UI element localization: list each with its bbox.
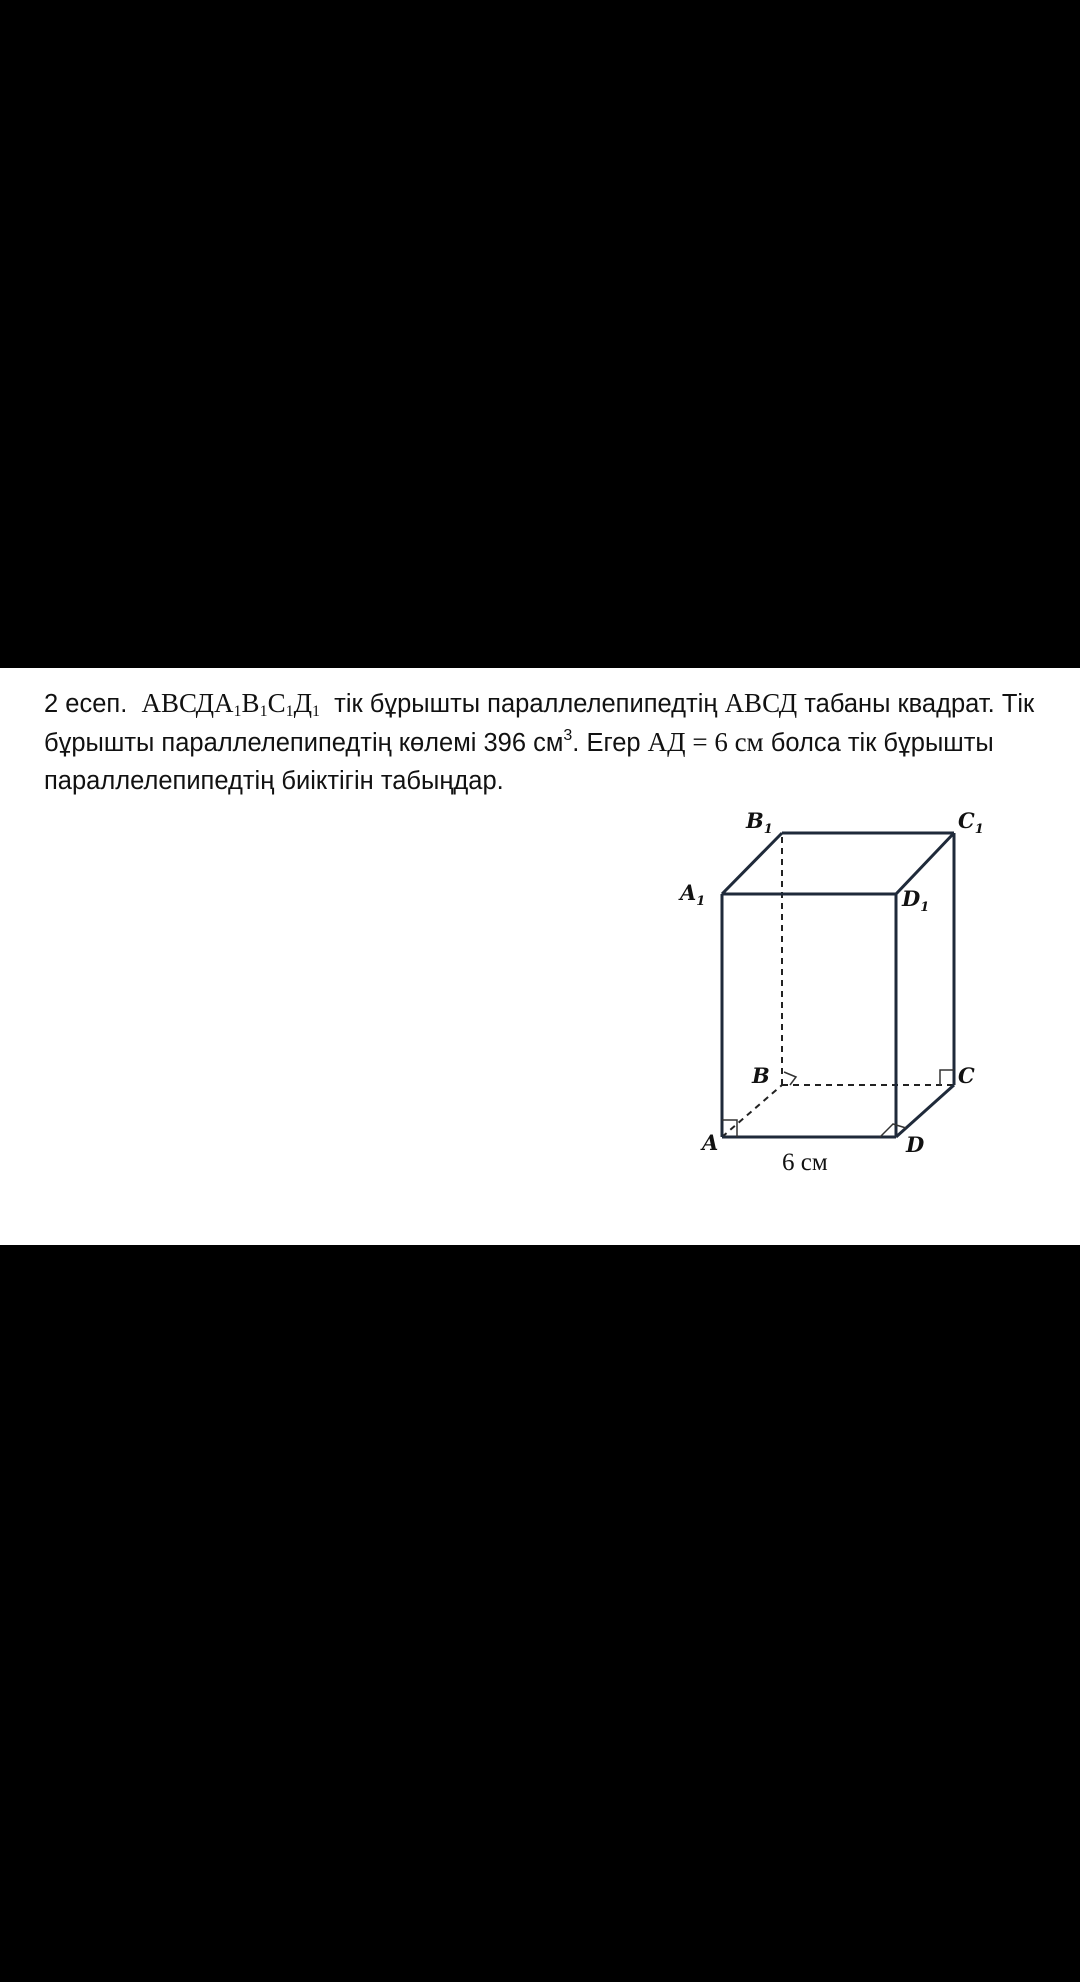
line2-text: бұрышты параллелепипедтің көлемі 396 см — [44, 729, 564, 757]
label-a: A — [702, 1130, 719, 1155]
label-a1: $A_1$ — [680, 880, 706, 909]
base-name: АВСД — [724, 688, 798, 718]
label-d: D — [906, 1132, 925, 1157]
edge-d-c — [896, 1085, 954, 1137]
edge-a1-b1 — [722, 833, 782, 894]
ad-equation: АД = 6 см — [647, 727, 764, 757]
label-d1: $D_1$ — [902, 886, 930, 915]
line2-tail: болса тік бұрышты — [763, 729, 994, 757]
dimension-label: 6 см — [782, 1149, 828, 1176]
figure-name: $АВСДА_1В_1С_1Д_1$ — [141, 688, 320, 720]
line1-text: тік бұрышты параллелепипедтің — [334, 690, 725, 718]
right-angle-mark-c — [940, 1070, 954, 1085]
parallelepiped-diagram — [0, 668, 1080, 1245]
problem-panel — [0, 668, 1080, 1245]
line2-mid: . Егер — [572, 729, 648, 757]
right-angle-mark-b — [784, 1072, 796, 1085]
label-b: B — [752, 1063, 770, 1088]
problem-line-3: параллелепипедтің биіктігін табыңдар. — [44, 767, 504, 795]
edge-d1-c1 — [896, 833, 954, 894]
line1-tail: табаны квадрат. Тік — [797, 690, 1035, 718]
edge-a-b — [722, 1085, 782, 1137]
label-b1: $B_1$ — [746, 808, 773, 837]
cube-exponent: 3 — [563, 727, 573, 744]
label-c: C — [958, 1063, 975, 1088]
problem-number: 2 есеп. — [44, 690, 128, 718]
label-c1: $C_1$ — [958, 808, 984, 837]
